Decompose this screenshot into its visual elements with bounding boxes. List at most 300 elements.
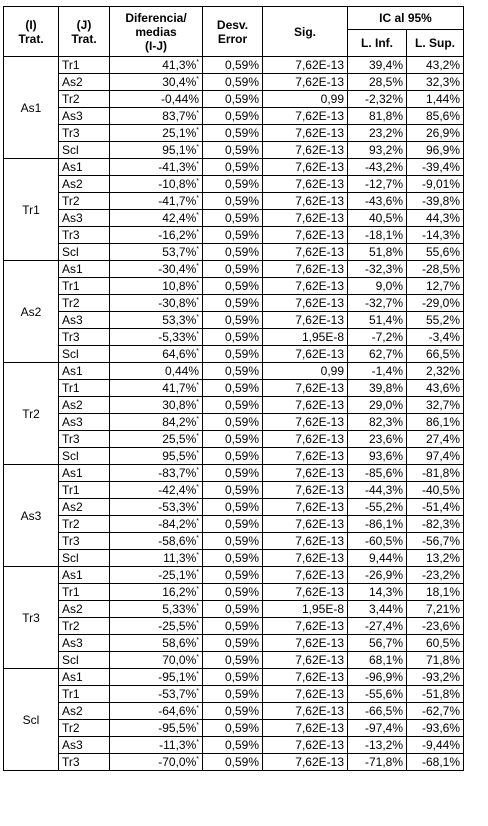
upper-bound-cell: 86,1% [407,414,464,431]
lower-bound-cell: 81,8% [348,108,407,125]
table-row [4,346,464,363]
significance-marker: * [196,59,199,66]
mean-difference-value: -30,4% [158,262,197,276]
std-error-cell: 0,59% [203,669,263,686]
std-error-cell: 0,59% [203,703,263,720]
std-error-cell: 0,59% [203,414,263,431]
upper-bound-cell: -81,8% [407,465,464,482]
significance-cell: 7,62E-13 [263,414,348,431]
group-treatment-cell: Scl [4,669,59,771]
lower-bound-cell: 39,8% [348,380,407,397]
significance-marker: * [196,331,199,338]
j-treatment-cell: Scl [59,142,110,159]
mean-difference-value: -25,1% [158,568,197,582]
j-treatment-cell: Tr1 [59,584,110,601]
mean-difference-cell [110,584,203,601]
significance-cell: 7,62E-13 [263,176,348,193]
std-error-cell: 0,59% [203,686,263,703]
mean-difference-value: 83,7% [162,109,197,123]
std-error-cell: 0,59% [203,618,263,635]
j-treatment-cell: Scl [59,448,110,465]
significance-marker: * [196,110,199,117]
table-row [4,686,464,703]
lower-bound-cell: -32,7% [348,295,407,312]
table-row [4,278,464,295]
mean-difference-cell [110,125,203,142]
significance-cell: 7,62E-13 [263,652,348,669]
lower-bound-cell: 23,2% [348,125,407,142]
mean-difference-value: 25,5% [162,432,197,446]
mean-difference-cell [110,108,203,125]
j-treatment-cell: Tr2 [59,295,110,312]
lower-bound-cell: -55,6% [348,686,407,703]
table-row [4,584,464,601]
significance-cell: 1,95E-8 [263,601,348,618]
mean-difference-cell [110,295,203,312]
j-treatment-cell: Tr3 [59,754,110,771]
table-row [4,618,464,635]
table-row [4,380,464,397]
mean-difference-value: -83,7% [158,466,197,480]
mean-difference-cell [110,465,203,482]
significance-cell: 7,62E-13 [263,635,348,652]
mean-difference-value: 53,3% [162,313,197,327]
upper-bound-cell: 26,9% [407,125,464,142]
header-lower-bound: L. Inf. [348,30,407,57]
mean-difference-cell [110,57,203,74]
significance-marker: * [196,688,199,695]
significance-marker: * [196,518,199,525]
table-row [4,669,464,686]
significance-marker: * [196,433,199,440]
significance-cell: 7,62E-13 [263,686,348,703]
upper-bound-cell: 1,44% [407,91,464,108]
significance-cell: 7,62E-13 [263,159,348,176]
mean-difference-value: 16,2% [162,585,197,599]
j-treatment-cell: As2 [59,397,110,414]
significance-marker: * [196,620,199,627]
mean-difference-cell [110,261,203,278]
upper-bound-cell: 7,21% [407,601,464,618]
mean-difference-value: 30,4% [162,75,197,89]
j-treatment-cell: As3 [59,414,110,431]
j-treatment-cell: As3 [59,635,110,652]
j-treatment-cell: As1 [59,567,110,584]
significance-marker: * [196,348,199,355]
j-treatment-cell: Tr2 [59,91,110,108]
significance-cell: 7,62E-13 [263,550,348,567]
upper-bound-cell: -93,6% [407,720,464,737]
table-row [4,295,464,312]
mean-difference-cell [110,669,203,686]
std-error-cell: 0,59% [203,465,263,482]
significance-marker: * [196,297,199,304]
lower-bound-cell: -7,2% [348,329,407,346]
table-row [4,57,464,74]
significance-cell: 7,62E-13 [263,669,348,686]
lower-bound-cell: -1,4% [348,363,407,380]
upper-bound-cell: -62,7% [407,703,464,720]
significance-marker: * [196,722,199,729]
table-row [4,754,464,771]
j-treatment-cell: As3 [59,737,110,754]
upper-bound-cell: -29,0% [407,295,464,312]
header-significance: Sig. [263,7,348,57]
mean-difference-value: 10,8% [162,279,197,293]
std-error-cell: 0,59% [203,193,263,210]
upper-bound-cell: 13,2% [407,550,464,567]
significance-marker: * [196,450,199,457]
j-treatment-cell: Tr3 [59,431,110,448]
mean-difference-value: 41,3% [162,58,197,72]
significance-marker: * [196,195,199,202]
lower-bound-cell: 82,3% [348,414,407,431]
significance-cell: 7,62E-13 [263,312,348,329]
significance-cell: 7,62E-13 [263,193,348,210]
significance-marker: * [196,161,199,168]
lower-bound-cell: 93,6% [348,448,407,465]
lower-bound-cell: 93,2% [348,142,407,159]
mean-difference-value: -25,5% [158,619,197,633]
mean-difference-cell [110,652,203,669]
significance-cell: 7,62E-13 [263,567,348,584]
std-error-cell: 0,59% [203,431,263,448]
std-error-cell: 0,59% [203,329,263,346]
mean-difference-value: -16,2% [158,228,197,242]
mean-difference-cell [110,567,203,584]
mean-difference-cell [110,754,203,771]
significance-marker: * [196,127,199,134]
significance-cell: 0,99 [263,91,348,108]
mean-difference-cell [110,176,203,193]
mean-difference-cell [110,159,203,176]
upper-bound-cell: 55,2% [407,312,464,329]
significance-cell: 7,62E-13 [263,482,348,499]
mean-difference-cell [110,482,203,499]
mean-difference-cell [110,193,203,210]
significance-marker: * [196,280,199,287]
table-row [4,482,464,499]
j-treatment-cell: As2 [59,601,110,618]
lower-bound-cell: -27,4% [348,618,407,635]
mean-difference-value: -84,2% [158,517,197,531]
significance-cell: 7,62E-13 [263,516,348,533]
upper-bound-cell: 32,7% [407,397,464,414]
j-treatment-cell: Tr2 [59,618,110,635]
mean-difference-cell [110,448,203,465]
mean-difference-value: 64,6% [162,347,197,361]
mean-difference-value: -30,8% [158,296,197,310]
upper-bound-cell: -14,3% [407,227,464,244]
upper-bound-cell: 2,32% [407,363,464,380]
mean-difference-cell [110,499,203,516]
mean-difference-value: -41,7% [158,194,197,208]
header-std-error: Desv. Error [203,7,263,57]
std-error-cell: 0,59% [203,720,263,737]
table-body [4,57,464,771]
mean-difference-value: -10,8% [158,177,197,191]
j-treatment-cell: Tr1 [59,278,110,295]
mean-difference-value: 95,1% [162,143,197,157]
significance-cell: 7,62E-13 [263,397,348,414]
significance-marker: * [196,229,199,236]
table-row [4,567,464,584]
j-treatment-cell: Tr3 [59,125,110,142]
j-treatment-cell: As2 [59,499,110,516]
upper-bound-cell: -40,5% [407,482,464,499]
lower-bound-cell: -96,9% [348,669,407,686]
mean-difference-value: 41,7% [162,381,197,395]
j-treatment-cell: Tr3 [59,329,110,346]
significance-cell: 7,62E-13 [263,703,348,720]
j-treatment-cell: Tr2 [59,193,110,210]
table-row [4,499,464,516]
significance-cell: 7,62E-13 [263,533,348,550]
significance-marker: * [196,246,199,253]
significance-marker: * [196,569,199,576]
mean-difference-value: 25,1% [162,126,197,140]
upper-bound-cell: 55,6% [407,244,464,261]
significance-marker: * [196,484,199,491]
mean-difference-value: 42,4% [162,211,197,225]
upper-bound-cell: -68,1% [407,754,464,771]
mean-difference-value: 95,5% [162,449,197,463]
mean-difference-value: 53,7% [162,245,197,259]
lower-bound-cell: 28,5% [348,74,407,91]
significance-marker: * [196,535,199,542]
mean-difference-value: -0,44% [160,92,199,106]
upper-bound-cell: -9,44% [407,737,464,754]
table-row [4,159,464,176]
j-treatment-cell: As1 [59,669,110,686]
group-treatment-cell: As3 [4,465,59,567]
significance-marker: * [196,467,199,474]
significance-marker: * [196,671,199,678]
mean-difference-cell [110,601,203,618]
mean-difference-value: -53,3% [158,500,197,514]
table-row [4,601,464,618]
upper-bound-cell: 44,3% [407,210,464,227]
j-treatment-cell: As2 [59,703,110,720]
table-row [4,193,464,210]
table-row [4,720,464,737]
lower-bound-cell: 62,7% [348,346,407,363]
lower-bound-cell: -43,6% [348,193,407,210]
mean-difference-value: -11,3% [159,738,197,752]
upper-bound-cell: 43,2% [407,57,464,74]
significance-cell: 7,62E-13 [263,74,348,91]
j-treatment-cell: Tr2 [59,516,110,533]
header-j-treatment: (J) Trat. [59,7,110,57]
significance-cell: 7,62E-13 [263,227,348,244]
j-treatment-cell: As3 [59,210,110,227]
mean-difference-cell [110,533,203,550]
group-treatment-cell: As2 [4,261,59,363]
std-error-cell: 0,59% [203,601,263,618]
mean-difference-cell [110,414,203,431]
significance-cell: 7,62E-13 [263,465,348,482]
table-row [4,125,464,142]
std-error-cell: 0,59% [203,482,263,499]
mean-difference-value: 5,33% [162,602,197,616]
std-error-cell: 0,59% [203,346,263,363]
table-row [4,533,464,550]
table-row [4,210,464,227]
upper-bound-cell: -39,4% [407,159,464,176]
significance-cell: 7,62E-13 [263,720,348,737]
upper-bound-cell: 18,1% [407,584,464,601]
std-error-cell: 0,59% [203,363,263,380]
table-row [4,363,464,380]
significance-marker: * [196,637,199,644]
std-error-cell: 0,59% [203,550,263,567]
lower-bound-cell: -12,7% [348,176,407,193]
significance-marker: * [196,314,199,321]
mean-difference-cell [110,74,203,91]
j-treatment-cell: Scl [59,244,110,261]
mean-difference-cell [110,210,203,227]
upper-bound-cell: -93,2% [407,669,464,686]
significance-cell: 7,62E-13 [263,125,348,142]
j-treatment-cell: As1 [59,159,110,176]
lower-bound-cell: -44,3% [348,482,407,499]
j-treatment-cell: Tr1 [59,57,110,74]
mean-difference-value: 58,6% [162,636,197,650]
table-row [4,414,464,431]
std-error-cell: 0,59% [203,278,263,295]
lower-bound-cell: 23,6% [348,431,407,448]
mean-difference-value: -5,33% [158,330,197,344]
mean-difference-value: -53,7% [158,687,197,701]
mean-difference-cell [110,431,203,448]
mean-difference-cell [110,686,203,703]
upper-bound-cell: -51,8% [407,686,464,703]
std-error-cell: 0,59% [203,159,263,176]
table-row [4,703,464,720]
mean-difference-value: 11,3% [163,551,197,565]
std-error-cell: 0,59% [203,312,263,329]
lower-bound-cell: 68,1% [348,652,407,669]
lower-bound-cell: 51,8% [348,244,407,261]
upper-bound-cell: -51,4% [407,499,464,516]
upper-bound-cell: -28,5% [407,261,464,278]
significance-cell: 7,62E-13 [263,448,348,465]
j-treatment-cell: Scl [59,652,110,669]
significance-cell: 7,62E-13 [263,584,348,601]
significance-marker: * [196,263,199,270]
significance-cell: 7,62E-13 [263,210,348,227]
table-row [4,176,464,193]
table-row [4,652,464,669]
significance-marker: * [196,654,199,661]
mean-difference-cell [110,720,203,737]
comparison-table [3,6,464,771]
significance-marker: * [196,739,199,746]
upper-bound-cell: 43,6% [407,380,464,397]
mean-difference-cell [110,397,203,414]
header-confidence-interval: IC al 95% [348,7,464,30]
mean-difference-cell [110,312,203,329]
significance-cell: 7,62E-13 [263,295,348,312]
std-error-cell: 0,59% [203,380,263,397]
j-treatment-cell: As2 [59,176,110,193]
lower-bound-cell: -13,2% [348,737,407,754]
significance-marker: * [196,382,199,389]
std-error-cell: 0,59% [203,142,263,159]
lower-bound-cell: -97,4% [348,720,407,737]
mean-difference-cell [110,380,203,397]
mean-difference-value: -70,0% [158,755,197,769]
std-error-cell: 0,59% [203,448,263,465]
significance-marker: * [196,586,199,593]
table-row [4,465,464,482]
lower-bound-cell: -32,3% [348,261,407,278]
mean-difference-value: 0,44% [164,364,199,378]
upper-bound-cell: 71,8% [407,652,464,669]
significance-cell: 7,62E-13 [263,380,348,397]
upper-bound-cell: -39,8% [407,193,464,210]
significance-cell: 7,62E-13 [263,346,348,363]
lower-bound-cell: -86,1% [348,516,407,533]
upper-bound-cell: -82,3% [407,516,464,533]
lower-bound-cell: 39,4% [348,57,407,74]
significance-marker: * [196,212,199,219]
upper-bound-cell: -9,01% [407,176,464,193]
mean-difference-cell [110,278,203,295]
table-row [4,261,464,278]
significance-cell: 7,62E-13 [263,278,348,295]
std-error-cell: 0,59% [203,652,263,669]
upper-bound-cell: 32,3% [407,74,464,91]
std-error-cell: 0,59% [203,91,263,108]
mean-difference-value: -41,3% [158,160,197,174]
j-treatment-cell: Scl [59,550,110,567]
mean-difference-cell [110,363,203,380]
table-row [4,91,464,108]
lower-bound-cell: -85,6% [348,465,407,482]
std-error-cell: 0,59% [203,635,263,652]
header-upper-bound: L. Sup. [407,30,464,57]
std-error-cell: 0,59% [203,516,263,533]
j-treatment-cell: Tr1 [59,482,110,499]
lower-bound-cell: 56,7% [348,635,407,652]
significance-marker: * [196,144,199,151]
j-treatment-cell: Tr3 [59,227,110,244]
lower-bound-cell: 51,4% [348,312,407,329]
significance-marker: * [196,603,199,610]
mean-difference-cell [110,91,203,108]
j-treatment-cell: As3 [59,108,110,125]
upper-bound-cell: 96,9% [407,142,464,159]
table-row [4,244,464,261]
std-error-cell: 0,59% [203,57,263,74]
mean-difference-value: -42,4% [158,483,197,497]
mean-difference-cell [110,516,203,533]
std-error-cell: 0,59% [203,108,263,125]
lower-bound-cell: -55,2% [348,499,407,516]
std-error-cell: 0,59% [203,244,263,261]
upper-bound-cell: 60,5% [407,635,464,652]
table-row [4,431,464,448]
significance-marker: * [196,76,199,83]
j-treatment-cell: Tr3 [59,533,110,550]
significance-cell: 7,62E-13 [263,618,348,635]
lower-bound-cell: 14,3% [348,584,407,601]
upper-bound-cell: -56,7% [407,533,464,550]
std-error-cell: 0,59% [203,397,263,414]
significance-cell: 7,62E-13 [263,737,348,754]
table-row [4,142,464,159]
